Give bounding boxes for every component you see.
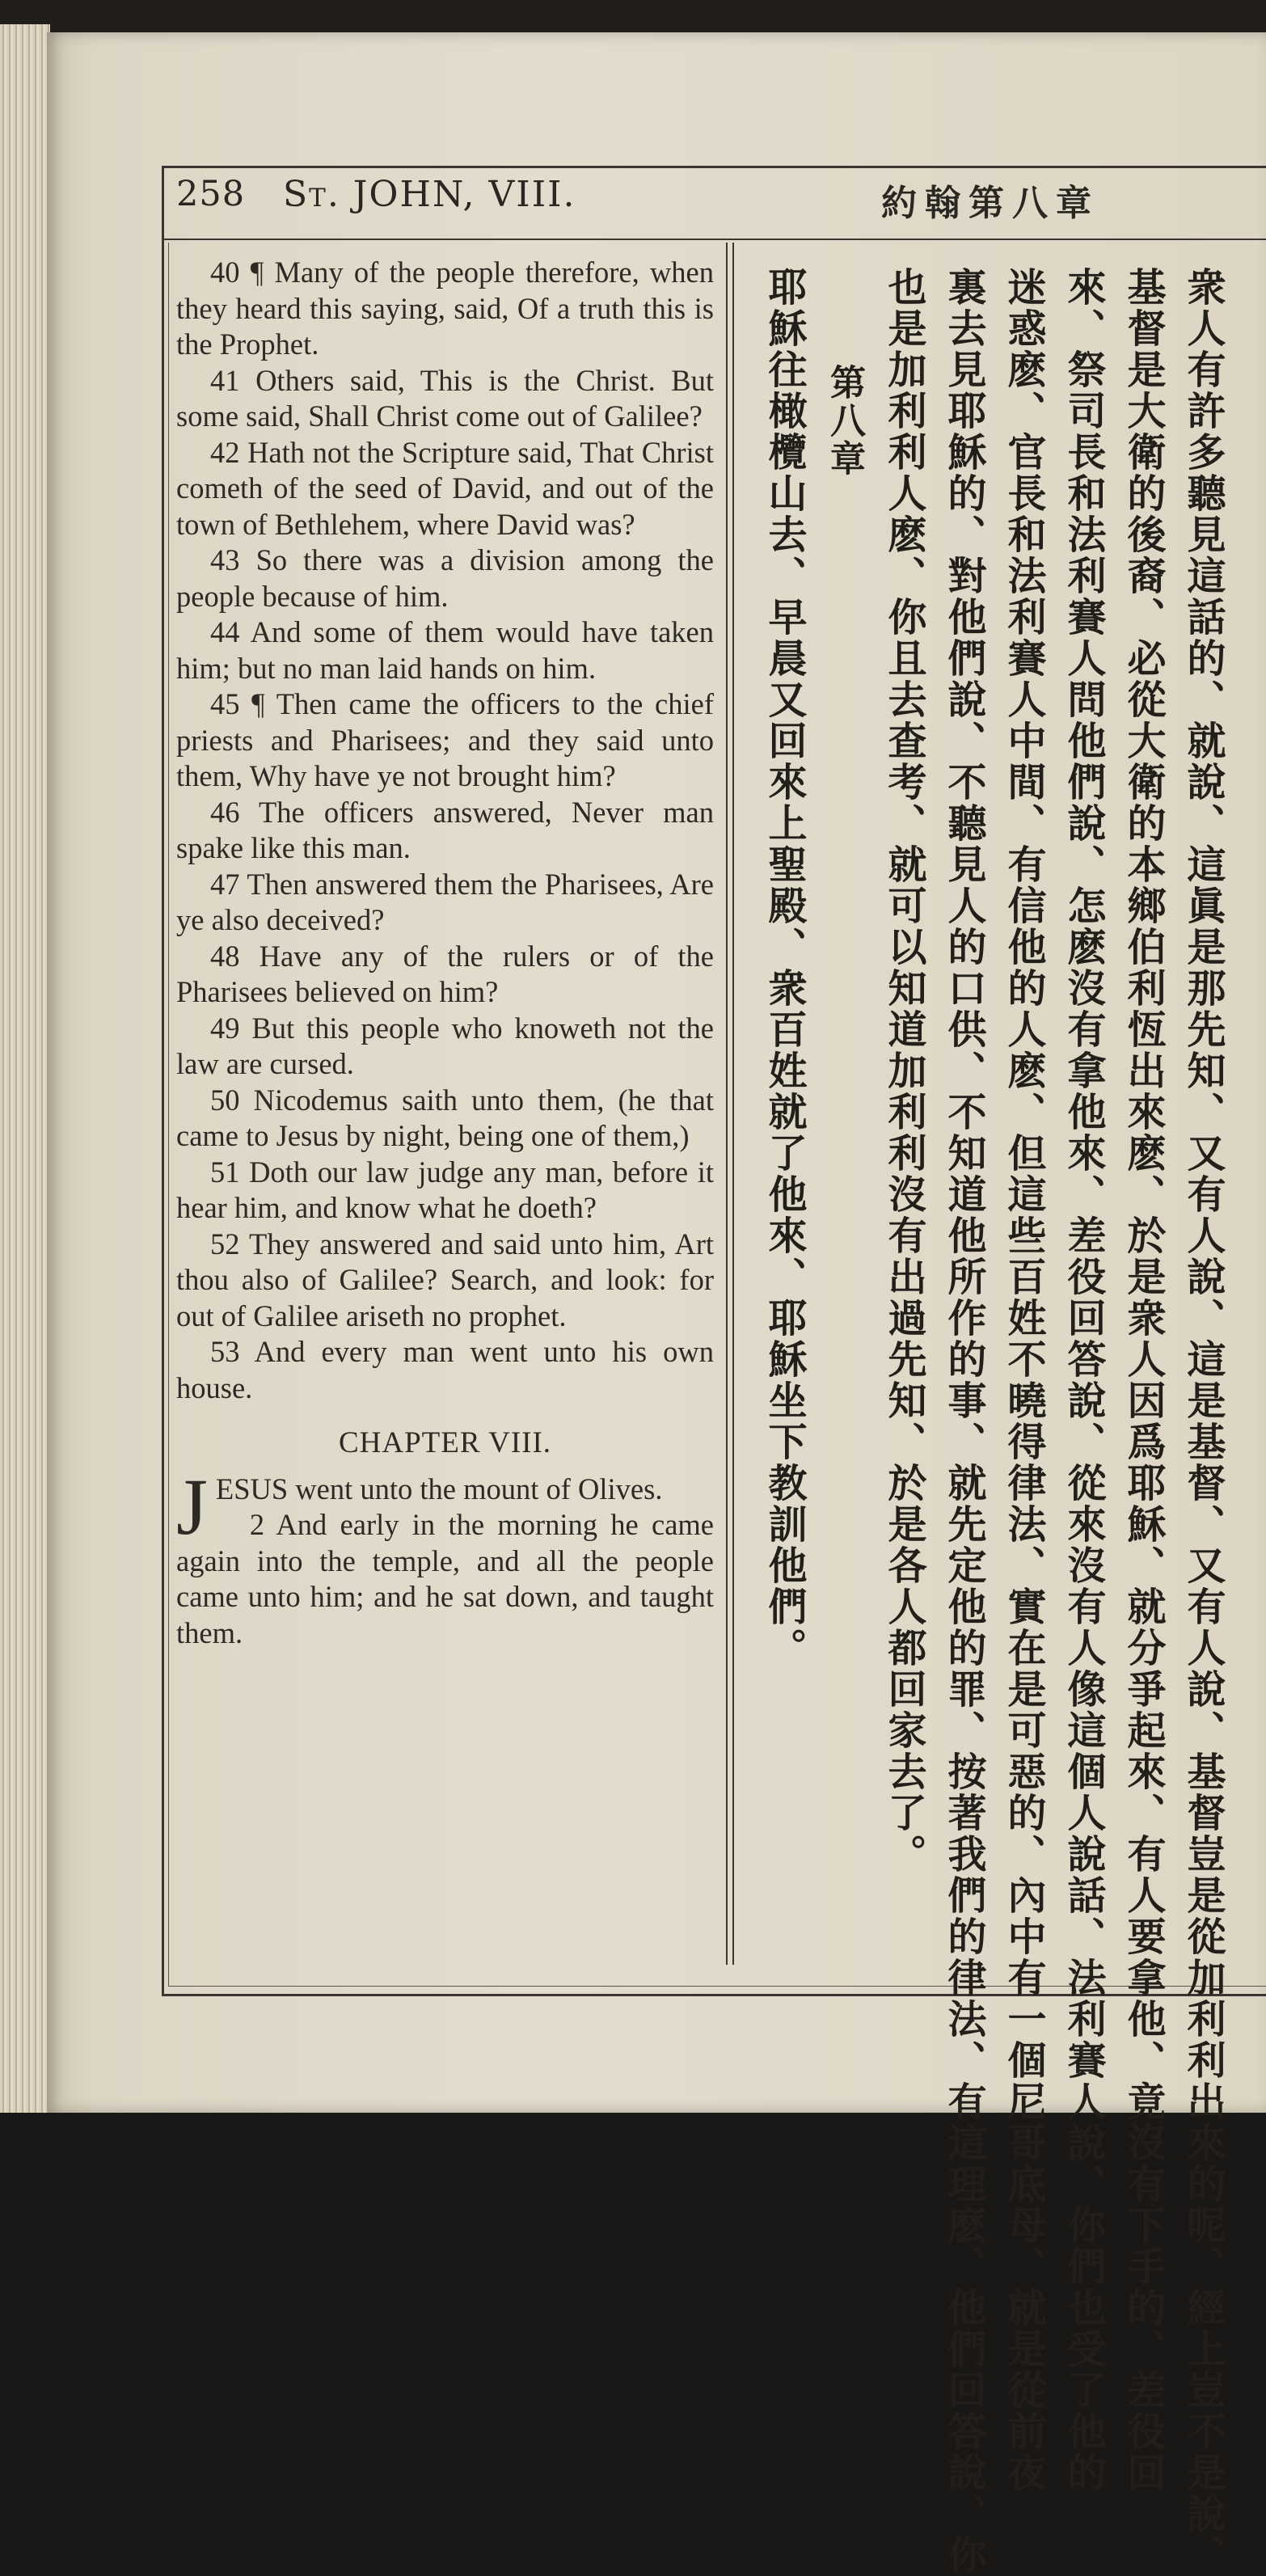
running-title: St. JOHN, VIII. — [283, 174, 576, 215]
verse: 42 Hath not the Scripture said, That Christ cometh of the seed of David, and out of the town of Bethlehem, where David was? — [176, 435, 714, 541]
verse: 52 They answered and said unto him, Art thou also of Galilee? Search, and look: for out of Galilee ariseth no prophet. — [176, 1227, 714, 1332]
chinese-running-title: 約翰第八章 — [881, 183, 1099, 224]
verse: 44 And some of them would have taken him; but no man laid hands on him. — [176, 615, 714, 685]
verse: 49 But this people who knoweth not the law are cursed. — [176, 1011, 714, 1080]
verse: 41 Others said, This is the Christ. But some said, Shall Christ come out of Galilee? — [176, 363, 714, 433]
chinese-column: 耶穌往橄欖山去、早晨又回來上聖殿、衆百姓就了他來、耶穌坐下教訓他們。 — [762, 267, 807, 1669]
page-number: 258 — [176, 174, 246, 214]
verse: 53 And every man went unto his own house. — [176, 1335, 714, 1404]
verse: 40 ¶ Many of the people therefore, when they heard this saying, said, Of a truth this is the Prophet. — [176, 255, 714, 361]
book-page-edges — [0, 24, 50, 2113]
chinese-column: 來、祭司長和法利賽人問他們說、怎麽沒有拿他來、差役回答說、從來沒有人像這個人說話、法利賽人說、你們也受了他的 — [1061, 267, 1106, 2494]
chinese-column: 基督是大衛的後裔、必從大衛的本鄉伯利恆出來麽、於是衆人因爲耶穌、就分爭起來、有人要拿他、竟沒有下手的、差役回 — [1120, 267, 1166, 2494]
verse: 45 ¶ Then came the officers to the chief priests and Pharisees; and they said unto them, Why have ye not brought him? — [176, 687, 714, 792]
chapter-heading: CHAPTER VIII. — [338, 1426, 552, 1459]
verse: 48 Have any of the rulers or of the Pharisees believed on him? — [176, 939, 714, 1008]
chapter-verse-1 — [176, 1461, 714, 1552]
verse: 46 The officers answered, Never man spake like this man. — [176, 795, 714, 864]
chapter-verse-2: 2 And early in the morning he came again into the temple, and all the people came unto him; and he sat down, and taught them. — [176, 1508, 714, 1649]
verse: 47 Then answered them the Pharisees, Are ye also deceived? — [176, 867, 714, 936]
chinese-column: 裏去見耶穌的、對他們說、不聽見人的口供、不知道他所作的事、就先定他的罪、按著我們的律法、有這理麽、他們回答說、你 — [941, 267, 986, 2576]
english-text-column — [176, 255, 714, 1651]
chinese-column: 迷惑麽、官長和法利賽人中間、有信他的人麽、但這些百姓不曉得律法、實在是可惡的、內中有一個尼哥底母、就是從前夜 — [1001, 267, 1046, 2494]
verse-text: ESUS went unto the mount of Olives. — [215, 1472, 663, 1505]
verse: 50 Nicodemus saith unto them, (he that came to Jesus by night, being one of them,) — [176, 1083, 714, 1152]
verse: 51 Doth our law judge any man, before it hear him, and know what he doeth? — [176, 1155, 714, 1224]
verse: 43 So there was a division among the people because of him. — [176, 543, 714, 613]
chinese-chapter-heading: 第八章 — [824, 364, 865, 478]
header-rule — [162, 239, 1266, 240]
drop-cap: J — [176, 1461, 208, 1552]
chinese-text-block — [723, 267, 1226, 2576]
chinese-column: 也是加利利人麽、你且去查考、就可以知道加利利沒有出過先知、於是各人都回家去了。 — [881, 267, 926, 1875]
chinese-column: 衆人有許多聽見這話的、就說、這眞是那先知、又有人說、這是基督、又有人說、基督豈是從加利利出來的呢、經上豈不是說、 — [1180, 267, 1226, 2576]
